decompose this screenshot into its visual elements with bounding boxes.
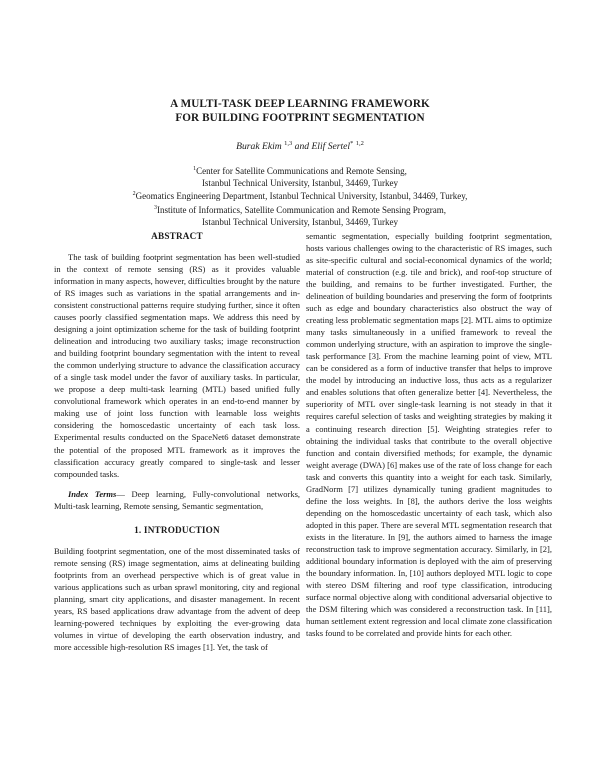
- index-terms-text: — Deep learning, Fully-convolutional networks, Multi-task learning, Remote sensing, Semantic segmentation,: [54, 488, 300, 511]
- affiliation-line: [0, 203, 600, 217]
- affiliation-text: Geomatics Engineering Department, Istanbul Technical University, Istanbul, 34469, Turkey,: [135, 191, 468, 202]
- affiliation-line: [0, 189, 600, 203]
- index-terms: [54, 488, 300, 512]
- affiliation-number: 3: [154, 205, 158, 212]
- author-2: Elif Sertel: [311, 141, 351, 153]
- right-column: [306, 230, 552, 639]
- author-joiner: and: [294, 141, 310, 153]
- affiliation-text: Center for Satellite Communications and Remote Sensing,: [196, 166, 407, 176]
- index-terms-label: Index Terms: [68, 488, 117, 499]
- affiliation-number: 2: [132, 191, 136, 198]
- author-line: [0, 138, 600, 153]
- author-2-affiliation-marks: 1,2: [355, 140, 364, 147]
- introduction-text-right: semantic segmentation, especially building footprint segmentation, hosts various challenges owing to the characteristic of RS images, such as site-specific cultural and social-economical dynamics of the world; material of construction (e.g. tile and brick), and roof-top structure of the building, and remains to be further investigated. Further, the delineation of building boundaries and preserving the form of footprints such as edge and boundary characteristics also obstruct the way of creating less problematic segmentation maps [2]. MTL aims to optimize many tasks simultaneously in a unified framework to reveal the common underlying structure, with an aspiration to improve the single-task performance [3]. From the machine learning point of view, MTL can be considered as a form of inductive transfer that helps to improve the model by introducing an inductive loss, thus acts as a regularizer and enables solutions that often generalize better [4]. Nevertheless, the superiority of MTL over single-task learning is not steady in that it requires careful selection of tasks and weighting strategies by making it a continuing research direction [5]. Weighting strategies refer to obtaining the individual tasks that contribute to the overall objective function and contain diversified methods; for example, the dynamic weight average (DWA) [6] makes use of the rate of loss change for each task and converts this quantity into a weight for each task. Similarly, GradNorm [7] utilizes dynamically tuning gradient magnitudes to define the loss weights. In [8], the authors derive the loss weights depending on the homoscedastic uncertainty of each task, which also adopted in this paper. There are several MTL segmentation research that exists in the literature. In [9], the authors aimed to harness the image reconstruction task to improve segmentation accuracy. Similarly, in [2], additional boundary information is deployed with the aim of preserving the boundary information. In, [10] authors deployed MTL logic to cope with stereo DSM filtering and roof type classification, introducing surface normal objective along with conditional adversarial objective to the DSM filtering which was considered a reconstruction task. In [11], human settlement extent regression and local climate zone classification tasks found to be correlated and provide hints for each other.: [306, 231, 552, 639]
- affiliation-line: [0, 164, 600, 178]
- affiliation-line: [0, 217, 600, 229]
- title-line-2: FOR BUILDING FOOTPRINT SEGMENTATION: [175, 112, 425, 124]
- introduction-heading: 1. INTRODUCTION: [134, 524, 220, 535]
- paper-title: [0, 97, 600, 125]
- affiliation-text: Institute of Informatics, Satellite Communication and Remote Sensing Program,: [157, 205, 446, 216]
- title-line-1: A MULTI-TASK DEEP LEARNING FRAMEWORK: [170, 98, 430, 110]
- abstract-text: The task of building footprint segmentation has been well-studied in the context of remote sensing (RS) as it provides valuable information in many aspects, however, difficulties brought by the nature of RS images such as variations in the spatial arrangements and in-consistent constructional patterns require studying further, since it often causes poorly classified segmentation maps. We address this need by designing a joint optimization scheme for the task of building footprint delineation and introducing two auxiliary tasks; image reconstruction and building footprint boundary segmentation with the intent to reveal the common underlying structure to advance the classification accuracy of a single task model under the favor of auxiliary tasks. In particular, we propose a deep multi-task learning (MTL) based unified fully convolutional framework which operates in an end-to-end manner by making use of joint loss function with learnable loss weights considering the homoscedastic uncertainty of each task loss. Experimental results conducted on the SpaceNet6 dataset demonstrate the potential of the proposed MTL framework as it improves the classification accuracy greatly compared to single-task and lesser compounded tasks.: [54, 252, 300, 479]
- left-column: [54, 230, 300, 653]
- affiliation-text: Istanbul Technical University, Istanbul, 34469, Turkey: [201, 177, 399, 188]
- abstract-heading: ABSTRACT: [151, 231, 203, 241]
- introduction-text-left: Building footprint segmentation, one of the most disseminated tasks of remote sensing (RS) image segmentation, aims at delineating building footprints from an overhead perspective which is of great value in various applications such as urban sprawl monitoring, city and regional planning, smart city applications, and disaster management. In recent years, RS based applications draw advantage from the advent of deep learning-powered techniques by exploiting the ever-growing data volumes in virtue of developing the earth observation industry, and more accessible high-resolution RS images [1]. Yet, the task of: [54, 545, 300, 652]
- affiliation-line: [0, 178, 600, 190]
- affiliation-number: 1: [193, 166, 197, 172]
- corresponding-author-mark: *: [350, 140, 354, 147]
- author-1-affiliation-marks: 1,3: [284, 140, 293, 147]
- affiliations: [0, 164, 600, 229]
- affiliation-text: Istanbul Technical University, Istanbul, 34469, Turkey: [201, 216, 399, 227]
- author-1: Burak Ekim: [236, 141, 282, 153]
